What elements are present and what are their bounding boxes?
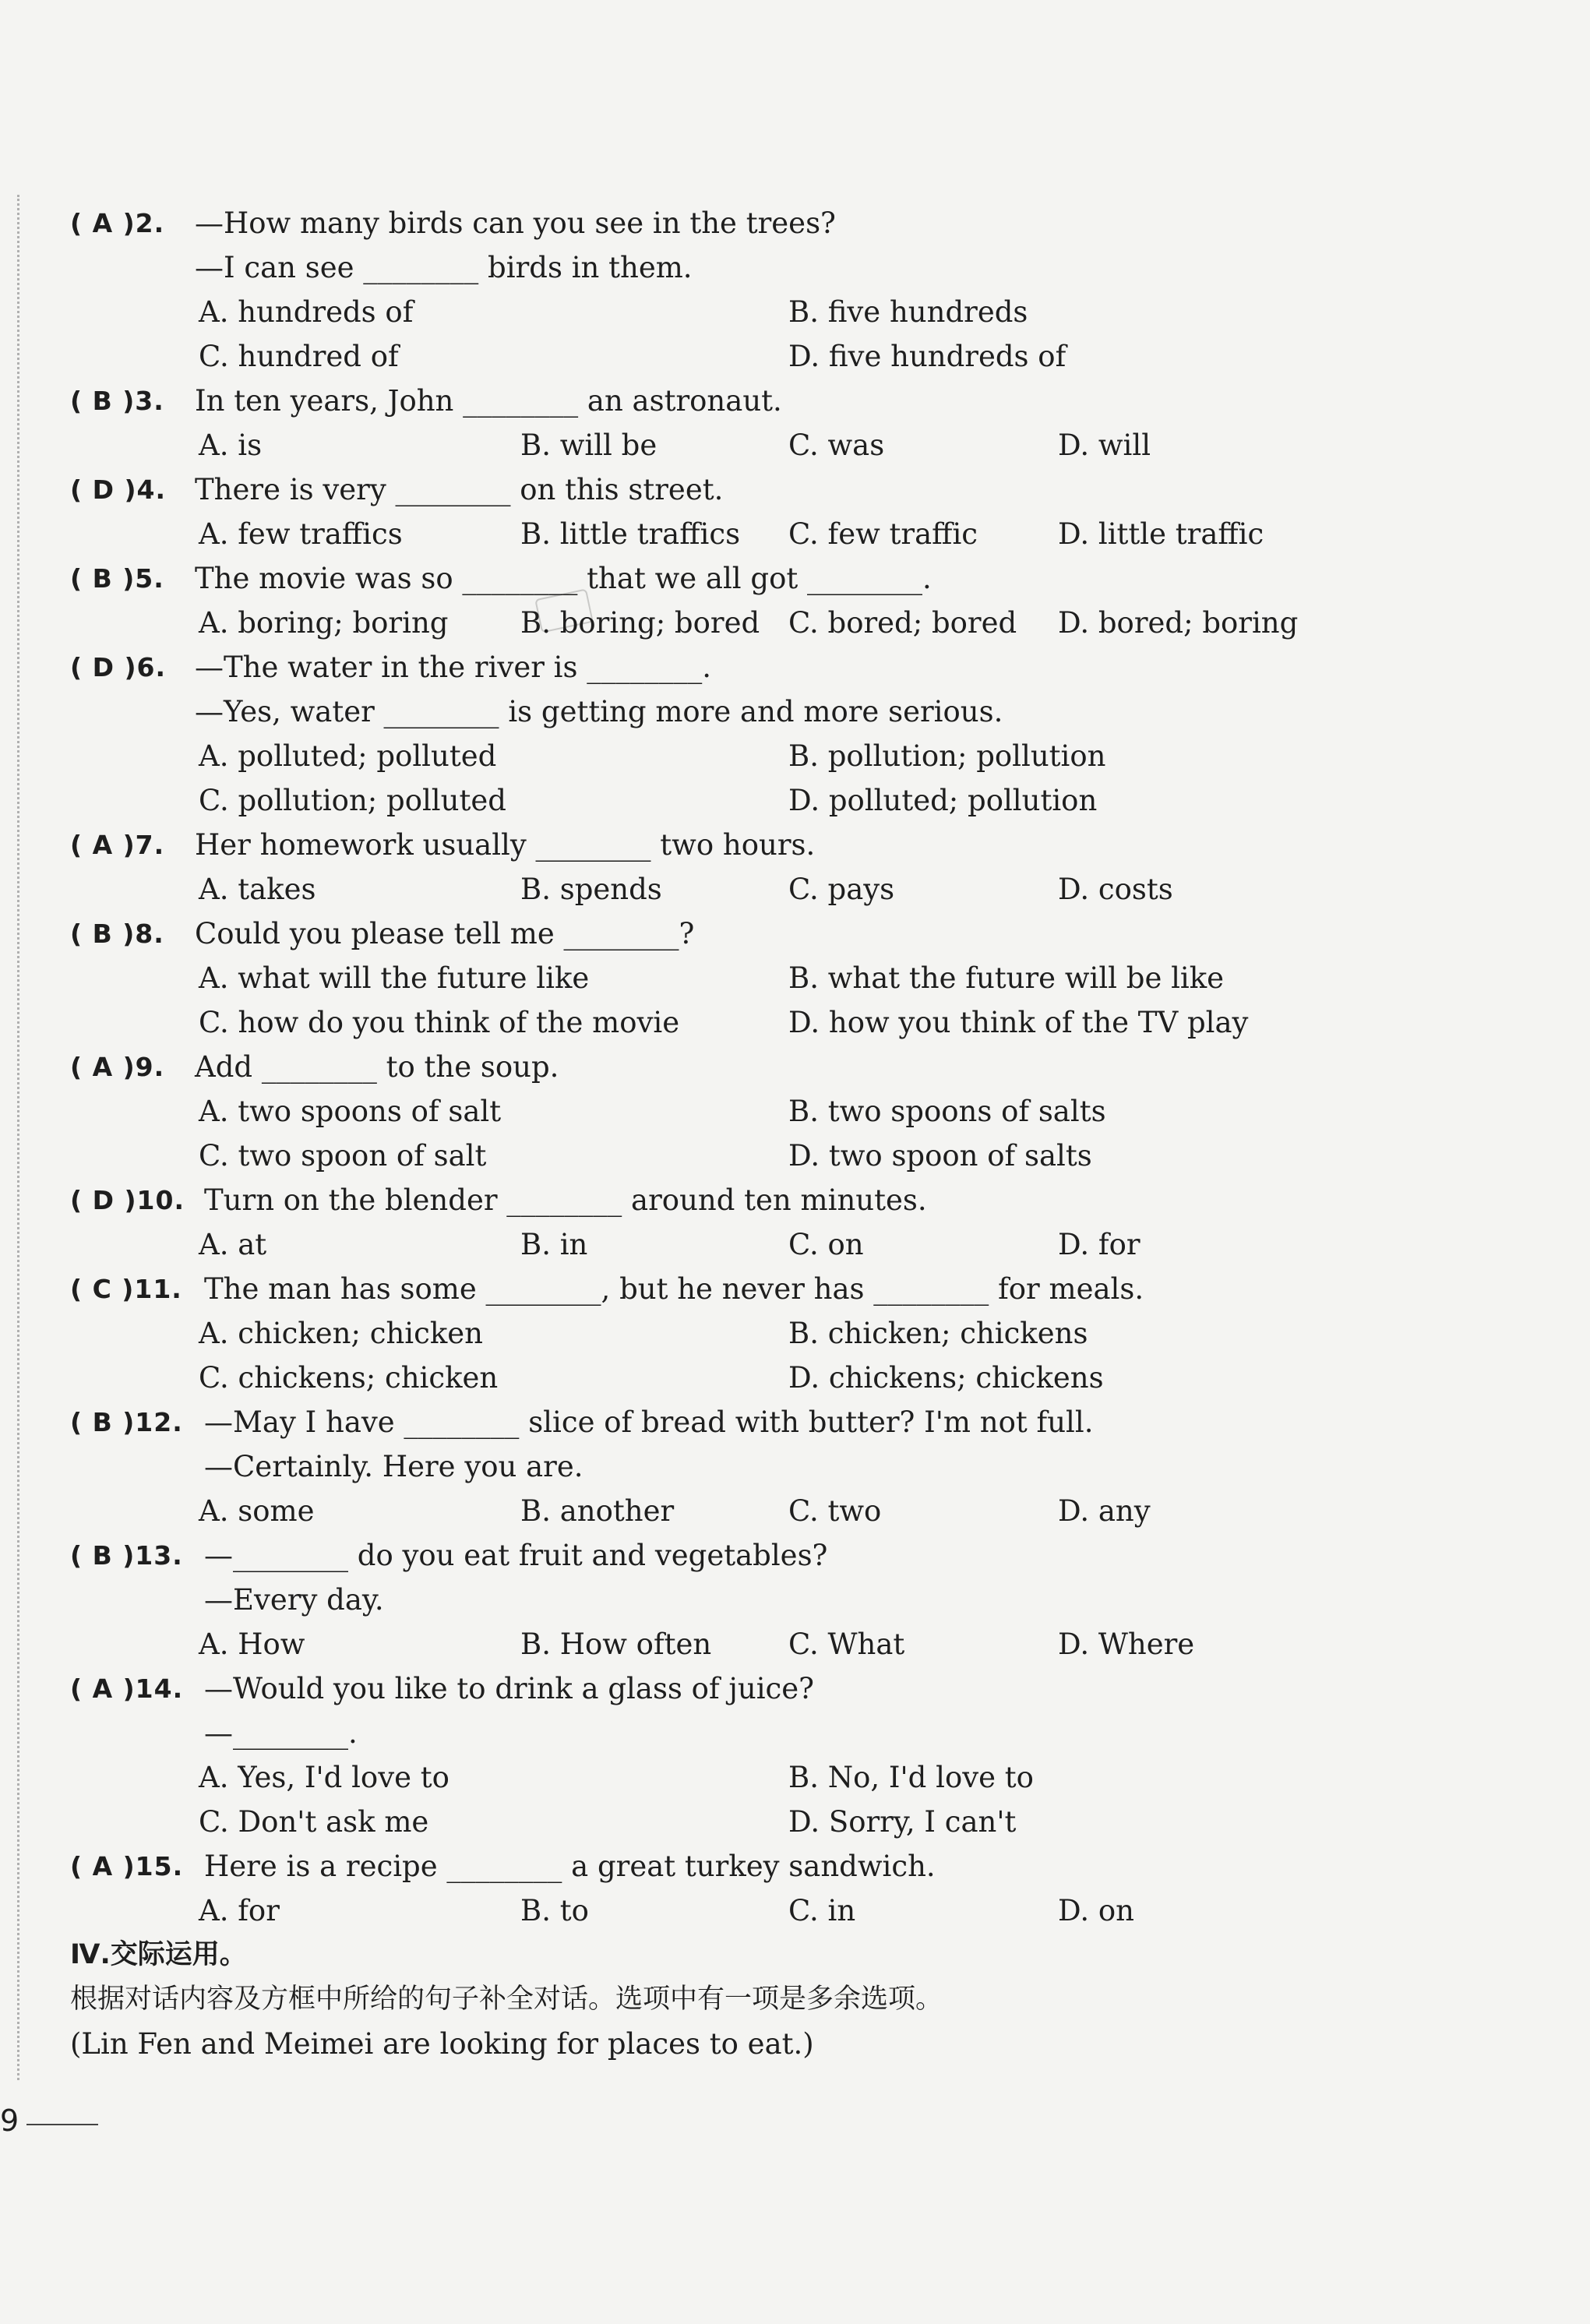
option-a: A. polluted; polluted <box>199 739 497 773</box>
question-text: —The water in the river is ________. <box>195 651 712 684</box>
options-row <box>70 290 1550 334</box>
options-row <box>70 734 1550 778</box>
answer-number: ( A )14. <box>70 1673 184 1704</box>
option-a: A. what will the future like <box>199 961 590 995</box>
question-item <box>70 1400 1550 1533</box>
options-row <box>70 423 1550 467</box>
question-text: Here is a recipe ________ a great turkey sandwich. <box>204 1850 936 1883</box>
option-b: B. five hundreds <box>788 295 1028 329</box>
option-b: B. little traffics <box>520 517 741 551</box>
question-text: Add ________ to the soup. <box>195 1050 559 1084</box>
question-text: —May I have ________ slice of bread with butter? I'm not full. <box>204 1405 1094 1439</box>
option-d: D. two spoon of salts <box>788 1139 1092 1173</box>
question-item <box>70 556 1550 645</box>
option-c: C. how do you think of the movie <box>199 1006 680 1039</box>
option-d: D. costs <box>1058 873 1173 906</box>
question-item <box>70 379 1550 467</box>
option-b: B. to <box>520 1894 589 1927</box>
option-b: B. two spoons of salts <box>788 1095 1106 1128</box>
question-item <box>70 1533 1550 1666</box>
option-c: C. pays <box>788 873 895 906</box>
options-row <box>70 1222 1550 1267</box>
answer-number: ( D )10. <box>70 1185 185 1215</box>
options-row <box>70 1000 1550 1045</box>
option-b: B. will be <box>520 428 658 462</box>
option-d: D. on <box>1058 1894 1134 1927</box>
question-stem-line <box>70 645 1550 689</box>
option-a: A. How <box>199 1628 305 1661</box>
option-a: A. few traffics <box>199 517 403 551</box>
section-instruction: 根据对话内容及方框中所给的句子补全对话。选项中有一项是多余选项。 <box>70 1984 943 2015</box>
question-dialogue-line <box>70 245 1550 290</box>
question-item <box>70 201 1550 379</box>
answer-number: ( A )2. <box>70 208 165 238</box>
question-item <box>70 1267 1550 1400</box>
option-a: A. is <box>199 428 263 462</box>
option-a: A. boring; boring <box>199 606 449 640</box>
option-d: D. Sorry, I can't <box>788 1805 1017 1839</box>
page-number: 9 <box>0 2104 19 2138</box>
question-stem-line <box>70 912 1550 956</box>
section-title: Ⅳ.交际运用。 <box>70 1939 247 1970</box>
options-row <box>70 867 1550 912</box>
options-row <box>70 1888 1550 1933</box>
options-row <box>70 956 1550 1000</box>
option-c: C. two spoon of salt <box>199 1139 487 1173</box>
question-item <box>70 912 1550 1045</box>
options-row <box>70 1311 1550 1356</box>
question-stem-line <box>70 1045 1550 1089</box>
option-d: D. how you think of the TV play <box>788 1006 1249 1039</box>
question-stem-line <box>70 1666 1550 1711</box>
option-c: C. two <box>788 1494 882 1528</box>
question-text: Could you please tell me ________? <box>195 917 695 950</box>
option-d: D. five hundreds of <box>788 340 1066 373</box>
option-b: B. pollution; pollution <box>788 739 1106 773</box>
answer-number: ( B )13. <box>70 1540 183 1571</box>
question-text: —Every day. <box>204 1583 384 1617</box>
options-row <box>70 1622 1550 1666</box>
option-d: D. chickens; chickens <box>788 1361 1104 1395</box>
answer-number: ( D )4. <box>70 474 167 505</box>
option-c: C. bored; bored <box>788 606 1017 640</box>
question-text: Turn on the blender ________ around ten minutes. <box>204 1183 927 1217</box>
option-c: C. chickens; chicken <box>199 1361 499 1395</box>
question-item <box>70 1844 1550 1933</box>
option-a: A. for <box>199 1894 280 1927</box>
answer-number: ( B )3. <box>70 386 164 416</box>
option-b: B. another <box>520 1494 675 1528</box>
question-stem-line <box>70 1400 1550 1444</box>
answer-number: ( D )6. <box>70 652 167 682</box>
question-stem-line <box>70 201 1550 245</box>
option-c: C. in <box>788 1894 856 1927</box>
option-c: C. hundred of <box>199 340 399 373</box>
question-item <box>70 467 1550 556</box>
option-a: A. some <box>199 1494 315 1528</box>
option-a: A. chicken; chicken <box>199 1317 483 1350</box>
option-b: B. No, I'd love to <box>788 1761 1034 1794</box>
option-d: D. Where <box>1058 1628 1195 1661</box>
options-row <box>70 601 1550 645</box>
options-row <box>70 1755 1550 1800</box>
question-dialogue-line <box>70 689 1550 734</box>
option-c: C. on <box>788 1228 864 1261</box>
options-row <box>70 512 1550 556</box>
question-item <box>70 645 1550 823</box>
answer-number: ( C )11. <box>70 1274 182 1304</box>
question-text: —I can see ________ birds in them. <box>195 251 693 284</box>
option-b: B. spends <box>520 873 662 906</box>
question-stem-line <box>70 1267 1550 1311</box>
question-text: In ten years, John ________ an astronaut. <box>195 384 782 418</box>
question-stem-line <box>70 1178 1550 1222</box>
question-item <box>70 1178 1550 1267</box>
question-stem-line <box>70 379 1550 423</box>
question-text: —How many birds can you see in the trees? <box>195 206 836 240</box>
question-text: —Would you like to drink a glass of juice? <box>204 1672 814 1705</box>
answer-number: ( A )7. <box>70 830 165 860</box>
option-a: A. hundreds of <box>199 295 414 329</box>
answer-number: ( A )9. <box>70 1052 165 1082</box>
question-text: Her homework usually ________ two hours. <box>195 828 816 862</box>
option-d: D. will <box>1058 428 1151 462</box>
page-number-rule <box>26 2124 98 2125</box>
question-text: —Yes, water ________ is getting more and more serious. <box>195 695 1003 728</box>
question-item <box>70 823 1550 912</box>
option-d: D. bored; boring <box>1058 606 1299 640</box>
option-c: C. few traffic <box>788 517 978 551</box>
option-a: A. takes <box>199 873 316 906</box>
option-c: C. What <box>788 1628 905 1661</box>
option-d: D. for <box>1058 1228 1140 1261</box>
question-text: —Certainly. Here you are. <box>204 1450 583 1483</box>
option-b: B. what the future will be like <box>788 961 1225 995</box>
options-row <box>70 1356 1550 1400</box>
question-text: The movie was so ________ that we all got ________. <box>195 562 932 595</box>
options-row <box>70 334 1550 379</box>
option-d: D. little traffic <box>1058 517 1264 551</box>
question-stem-line <box>70 1844 1550 1888</box>
options-row <box>70 778 1550 823</box>
option-a: A. at <box>199 1228 267 1261</box>
question-dialogue-line <box>70 1578 1550 1622</box>
option-a: A. Yes, I'd love to <box>199 1761 450 1794</box>
binding-dotted-line <box>17 195 19 2080</box>
answer-number: ( B )12. <box>70 1407 183 1437</box>
option-c: C. was <box>788 428 885 462</box>
question-stem-line <box>70 823 1550 867</box>
option-d: D. polluted; pollution <box>788 784 1098 817</box>
question-stem-line <box>70 1533 1550 1578</box>
answer-number: ( A )15. <box>70 1851 184 1881</box>
option-b: B. How often <box>520 1628 712 1661</box>
question-item <box>70 1045 1550 1178</box>
options-row <box>70 1489 1550 1533</box>
option-c: C. Don't ask me <box>199 1805 429 1839</box>
option-b: B. chicken; chickens <box>788 1317 1088 1350</box>
question-text: The man has some ________, but he never has ________ for meals. <box>204 1272 1144 1306</box>
question-stem-line <box>70 467 1550 512</box>
option-b: B. in <box>520 1228 588 1261</box>
dialogue-scene: (Lin Fen and Meimei are looking for places to eat.) <box>70 2027 814 2061</box>
question-text: There is very ________ on this street. <box>195 473 724 506</box>
question-item <box>70 1666 1550 1844</box>
answer-number: ( B )8. <box>70 919 164 949</box>
answer-number: ( B )5. <box>70 563 164 594</box>
question-list <box>70 201 1550 2066</box>
question-stem-line <box>70 556 1550 601</box>
options-row <box>70 1134 1550 1178</box>
question-text: —________. <box>204 1716 358 1750</box>
option-d: D. any <box>1058 1494 1151 1528</box>
question-dialogue-line <box>70 1711 1550 1755</box>
option-a: A. two spoons of salt <box>199 1095 502 1128</box>
option-c: C. pollution; polluted <box>199 784 506 817</box>
options-row <box>70 1089 1550 1134</box>
options-row <box>70 1800 1550 1844</box>
question-text: —________ do you eat fruit and vegetables? <box>204 1539 828 1572</box>
question-dialogue-line <box>70 1444 1550 1489</box>
option-b: B. boring; bored <box>520 606 760 640</box>
